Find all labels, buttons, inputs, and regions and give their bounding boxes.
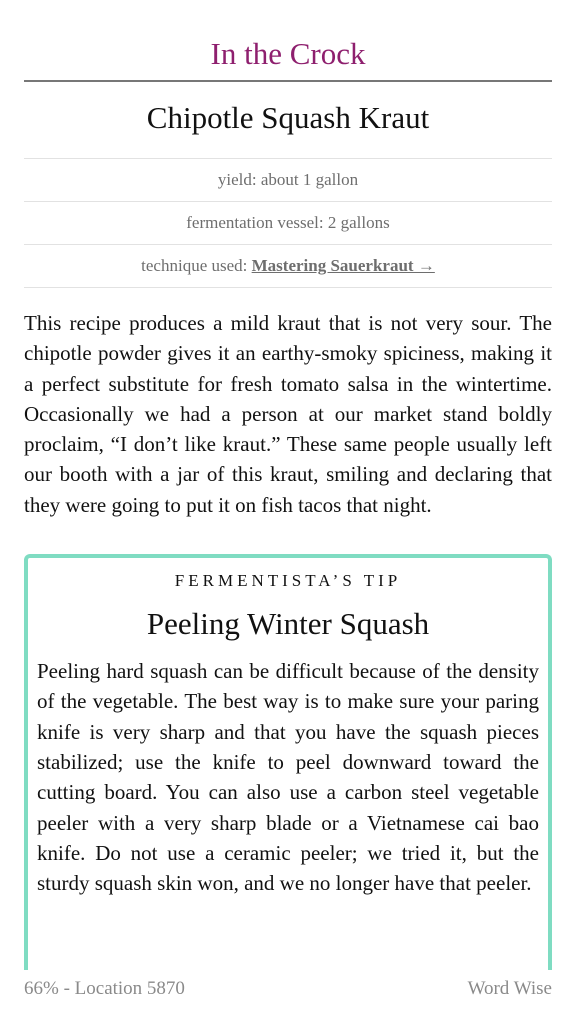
recipe-vessel: fermentation vessel: 2 gallons	[24, 201, 552, 244]
recipe-intro: This recipe produces a mild kraut that is not very sour. The chipotle powder gives it an earthy-smoky spiciness, making it a perfect substitute for fresh tomato salsa in the wintertime. Occasionally we had a person at our market stand boldly proclaim, “I don’t like kraut.” These same people usually left our booth with a jar of this kraut, smiling and declaring that they were going to put it on fish tacos that night.	[24, 311, 552, 517]
reading-progress[interactable]: 66% - Location 5870	[24, 978, 185, 999]
tip-title: Peeling Winter Squash	[146, 606, 430, 642]
fermentista-tip-box	[24, 554, 552, 970]
chapter-title: In the Crock	[210, 36, 366, 71]
tip-label: FERMENTISTA’S TIP	[174, 571, 402, 591]
word-wise-button[interactable]: Word Wise	[467, 978, 552, 999]
reading-page[interactable]	[24, 0, 552, 970]
technique-prefix: technique used:	[141, 256, 252, 275]
recipe-yield: yield: about 1 gallon	[24, 158, 552, 201]
recipe-title: Chipotle Squash Kraut	[146, 100, 430, 135]
technique-link[interactable]: Mastering Sauerkraut →	[251, 256, 435, 275]
tip-body: Peeling hard squash can be difficult because of the density of the vegetable. The best way is to make sure your paring knife is very sharp and that you have the squash pieces stabilized; use the knife to peel downward toward the cutting board. You can also use a carbon steel vegetable peeler with a very sharp blade or a Vietnamese cai bao knife. Do not use a ceramic peeler; we tried it, but the sturdy squash skin won, and we no longer have that peeler.	[37, 659, 539, 896]
recipe-technique	[24, 244, 552, 288]
reader-footer	[24, 974, 552, 1004]
